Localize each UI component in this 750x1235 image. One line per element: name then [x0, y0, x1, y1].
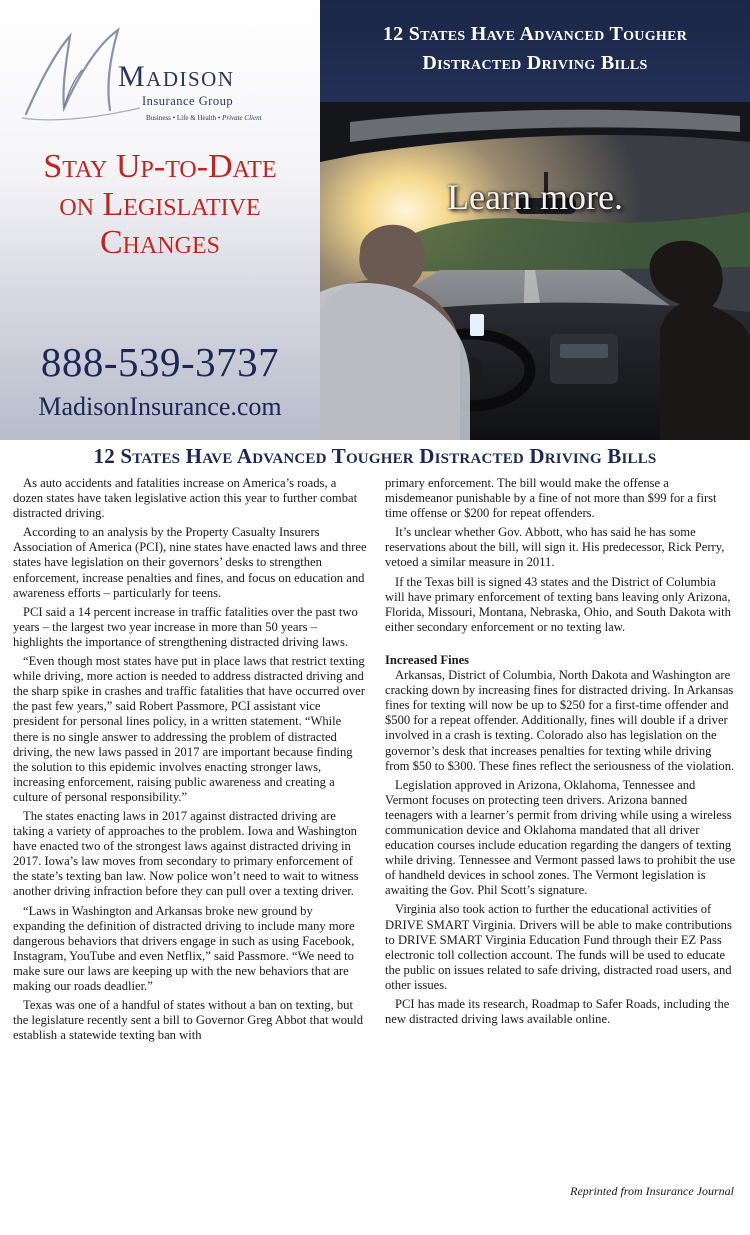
article-paragraph: If the Texas bill is signed 43 states and the District of Columbia will have primary enforcement of texting bans leaving only Arizona, Florida, Missouri, Montana, Nebraska, Ohio, and South Dakota with either secondary enforcement or no texting law. — [385, 574, 731, 634]
logo-tagline-italic: Private Client — [222, 114, 262, 122]
article-paragraph: The states enacting laws in 2017 against distracted driving are taking a variety of approaches to the problem. Iowa and Washington have enacted two of the strongest laws against distracted driving in 2017. Iowa’s law moves from secondary to primary enforcement of the state’s texting ban law. Now police won’t need to wait to witness another driving infraction before they can pull over a texting driver. — [13, 808, 359, 899]
logo-tagline — [146, 114, 262, 122]
reprint-credit: Reprinted from Insurance Journal — [570, 1184, 734, 1198]
car-interior-photo — [320, 102, 750, 440]
section-subheading: Increased Fines — [385, 652, 470, 667]
promo-headline-line: Stay Up-to-Date — [43, 148, 277, 185]
phone-number[interactable]: 888-539-3737 — [40, 339, 280, 385]
article-paragraph: As auto accidents and fatalities increase on America’s roads, a dozen states have taken legislative action this year to further combat distracted driving. — [13, 476, 358, 521]
promo-panel — [0, 0, 320, 440]
logo-name: Madison — [118, 60, 235, 93]
promo-headline-line: on Legislative — [59, 186, 261, 224]
article-column-right — [385, 476, 737, 1027]
article-paragraph: According to an analysis by the Property Casualty Insurers Association of America (PCI), nine states have enacted laws and three states have legislation on their governors’ desks to strengthen enforcement, increase penalties and fines, and focus on education and awareness efforts – particularly for teens. — [13, 525, 367, 600]
logo-tagline-plain: Business • Life & Health • — [146, 114, 221, 122]
article-paragraph: PCI has made its research, Roadmap to Safer Roads, including the new distracted driving laws available online. — [385, 997, 730, 1027]
website-link[interactable]: MadisonInsurance.com — [38, 392, 282, 421]
article-paragraph: Legislation approved in Arizona, Oklahoma, Tennessee and Vermont focuses on protecting teen drivers. Arizona banned teenagers with a learner’s permit from driving while using a wireless communication device and Oklahoma mandated that all driver education courses include education regarding the dangers of texting while driving. Tennessee and Vermont passed laws to prohibit the use of handheld devices in school zones. The Vermont legislation is awaiting the Gov. Phil Scott’s signature. — [385, 777, 736, 898]
photo-panel[interactable] — [320, 0, 750, 440]
banner-title-line: Distracted Driving Bills — [422, 52, 648, 74]
banner-title-line: 12 States Have Advanced Tougher — [382, 23, 688, 45]
article-paragraph: Texas was one of a handful of states without a ban on texting, but the legislature recently sent a bill to Governor Greg Abbot that would establish a statewide texting ban with — [13, 998, 364, 1043]
article-title: 12 States Have Advanced Tougher Distracted Driving Bills — [93, 444, 657, 468]
article-paragraph: primary enforcement. The bill would make the offense a misdemeanor punishable by a fine of not more than $99 for a first time offense or $200 for repeat offenders. — [385, 476, 717, 521]
article-paragraph: It’s unclear whether Gov. Abbott, who has said he has some reservations about the bill, will sign it. His predecessor, Rick Perry, vetoed a similar measure in 2011. — [385, 525, 725, 570]
article-paragraph: PCI said a 14 percent increase in traffic fatalities over the past two years – the largest two year increase in more than 50 years – highlights the importance of strengthening distracted driving laws. — [13, 604, 358, 649]
promo-headline — [0, 148, 320, 262]
learn-more-link[interactable]: Learn more. — [447, 177, 623, 217]
banner-title — [320, 20, 750, 78]
madison-logo[interactable] — [18, 22, 308, 132]
header-banner — [0, 0, 750, 440]
article-paragraph: “Even though most states have put in place laws that restrict texting while driving, more action is needed to address distracted driving and the sharp spike in crashes and traffic fatalities that have occurred over the past few years,” said Robert Passmore, PCI assistant vice president for personal lines policy, in a written statement. “While there is no single answer to addressing the problem of distracted driving, the new laws passed in 2017 are important because finding the solution to this epidemic involves enacting stronger laws, increasing enforcement, raising public awareness and creating a culture of personal responsibility.” — [13, 654, 365, 804]
article-paragraph: Arkansas, District of Columbia, North Dakota and Washington are cracking down by increasing fines for distracted driving. In Arkansas fines for texting will now be up to $250 for a first-time offender and $500 for a repeat offender. Additionally, fines will double if a driver involved in a crash is texting. Colorado also has legislation on the governor’s desk that increases penalties for texting while driving from $50 to $300. These fines reflect the seriousness of the violation. — [385, 668, 735, 773]
logo-group: Insurance Group — [142, 94, 234, 108]
promo-headline-line: Changes — [99, 224, 220, 262]
article-paragraph: Virginia also took action to further the educational activities of DRIVE SMART Virginia. Drivers will be able to make contributions to DRIVE SMART Virginia Education Fund through their EZ Pass electronic toll collection account. The funds will be used to educate the public on issues related to safe driving, distracted road users, and other issues. — [385, 902, 732, 992]
article-column-left — [13, 476, 367, 1043]
article-paragraph: “Laws in Washington and Arkansas broke new ground by expanding the definition of distracted driving to include many more dangerous behaviors that drivers engage in such as using Facebook, Instagram, YouTube and even Netflix,” said Passmore. “We need to make sure our laws are keeping up with the new behaviors that are making our roads deadlier.” — [13, 903, 355, 993]
